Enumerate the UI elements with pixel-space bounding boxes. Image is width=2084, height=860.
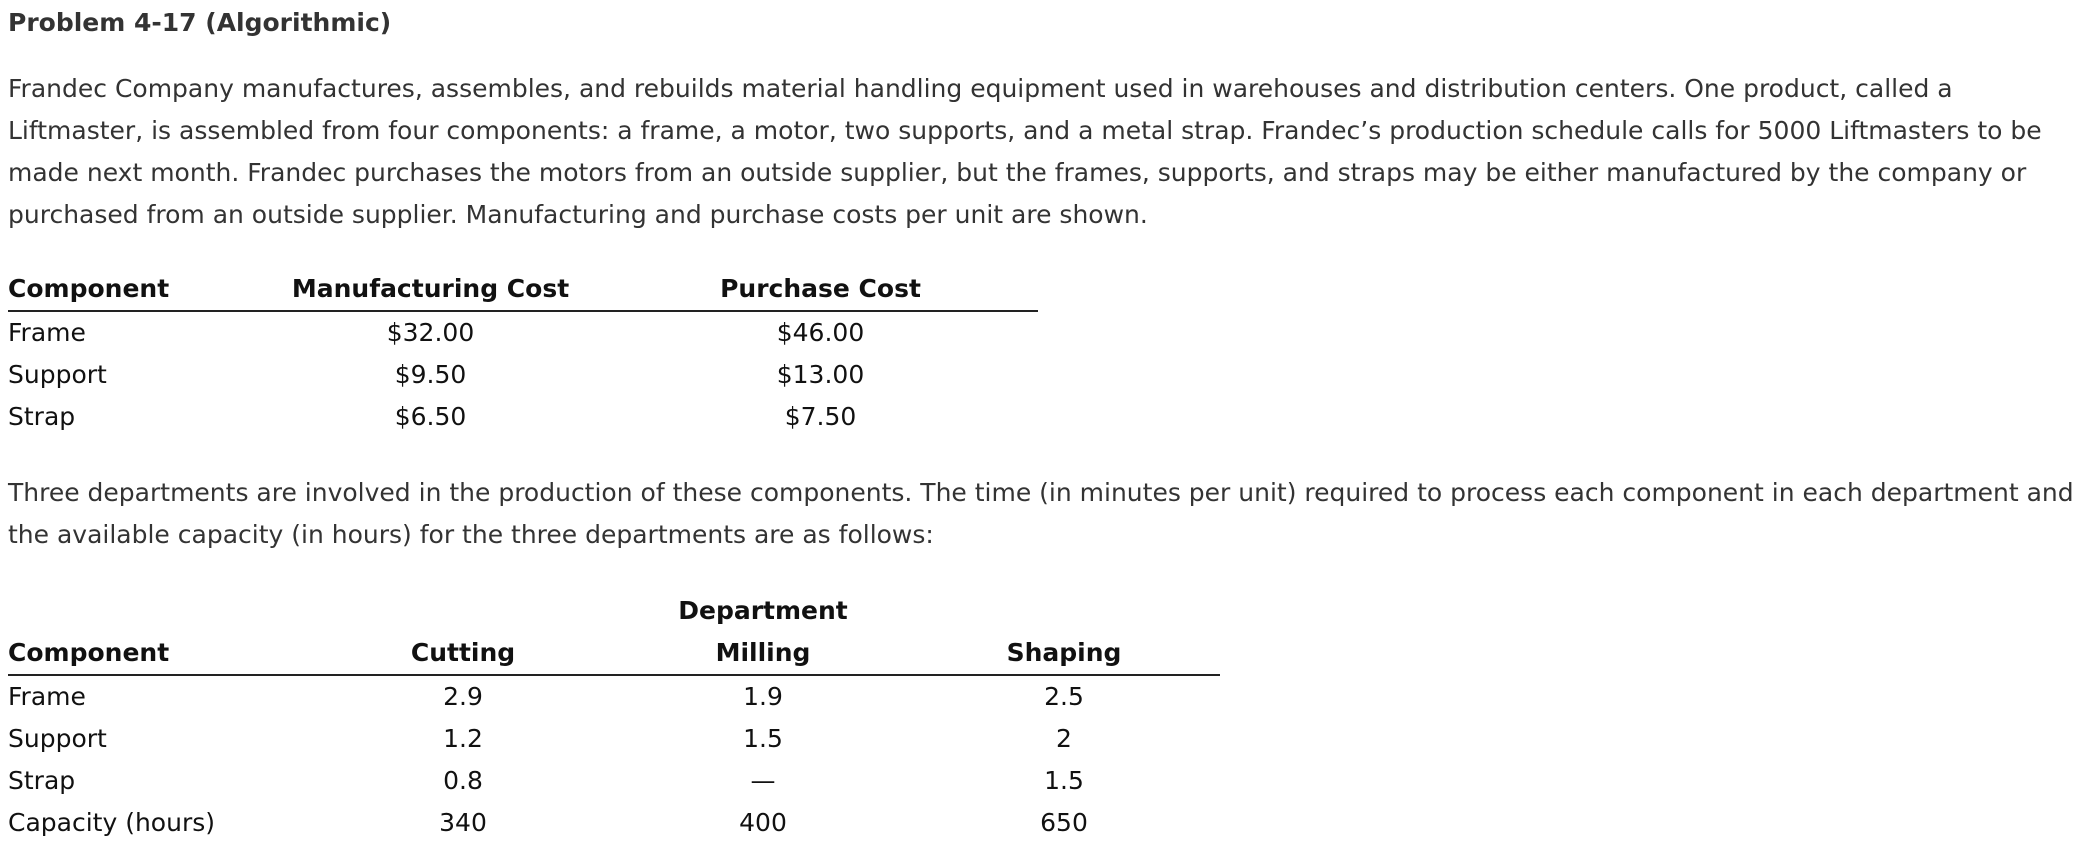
time-table-header-row	[8, 632, 1220, 675]
cost-cell-manufacturing: $6.50	[394, 402, 467, 431]
time-table	[8, 590, 1220, 844]
capacity-label: Capacity (hours)	[8, 808, 215, 837]
table-row	[8, 354, 1038, 396]
time-cell-shaping: 1.5	[1044, 766, 1084, 795]
cost-cell-component: Support	[8, 360, 107, 389]
time-cell-milling: 1.9	[743, 682, 783, 711]
cost-cell-component: Strap	[8, 402, 76, 431]
cost-table-header-row	[8, 268, 1038, 311]
cost-header-purchase: Purchase Cost	[603, 268, 1038, 311]
departments-paragraph: Three departments are involved in the production of these components. The time (in minutes per unit) required to process each component in each department and the available capacity (in hours) for the three departments are as follows:	[8, 478, 2074, 549]
cost-cell-purchase: $13.00	[776, 360, 865, 389]
cost-cell-purchase: $7.50	[784, 402, 857, 431]
time-header-component: Component	[8, 632, 308, 675]
cost-cell-manufacturing: $32.00	[386, 318, 475, 347]
time-header-cutting: Cutting	[308, 632, 618, 675]
table-row	[8, 760, 1220, 802]
table-row	[8, 396, 1038, 438]
group-header-spacer	[8, 590, 308, 632]
time-cell-shaping: 2	[1056, 724, 1072, 753]
time-cell-component: Strap	[8, 766, 76, 795]
cost-cell-purchase: $46.00	[776, 318, 865, 347]
time-cell-component: Support	[8, 724, 107, 753]
cost-header-component: Component	[8, 268, 258, 311]
time-cell-cutting: 1.2	[443, 724, 483, 753]
time-header-shaping: Shaping	[908, 632, 1220, 675]
cost-header-manufacturing: Manufacturing Cost	[258, 268, 603, 311]
capacity-shaping: 650	[1040, 808, 1088, 837]
capacity-cutting: 340	[439, 808, 487, 837]
capacity-row	[8, 802, 1220, 844]
table-row	[8, 675, 1220, 718]
cost-table	[8, 268, 1038, 438]
problem-title: Problem 4-17 (Algorithmic)	[8, 8, 392, 37]
time-cell-milling: —	[750, 766, 776, 795]
intro-paragraph: Frandec Company manufactures, assembles, and rebuilds material handling equipment used in warehouses and distribution centers. One product, called a Liftmaster, is assembled from four components: a frame, a motor, two supports, and a metal strap. Frandec’s production schedule calls for 5000 Liftmasters to be made next month. Frandec purchases the motors from an outside supplier, but the frames, supports, and straps may be either manufactured by the company or purchased from an outside supplier. Manufacturing and purchase costs per unit are shown.	[8, 74, 2042, 229]
time-cell-cutting: 0.8	[443, 766, 483, 795]
time-header-milling: Milling	[618, 632, 908, 675]
time-cell-cutting: 2.9	[443, 682, 483, 711]
time-cell-milling: 1.5	[743, 724, 783, 753]
group-header-spacer	[308, 590, 618, 632]
cost-cell-component: Frame	[8, 318, 86, 347]
cost-cell-manufacturing: $9.50	[394, 360, 467, 389]
capacity-milling: 400	[739, 808, 787, 837]
table-row	[8, 718, 1220, 760]
department-group-header: Department	[678, 596, 848, 625]
group-header-spacer	[908, 590, 1220, 632]
time-cell-shaping: 2.5	[1044, 682, 1084, 711]
time-table-group-row	[8, 590, 1220, 632]
time-cell-component: Frame	[8, 682, 86, 711]
table-row	[8, 311, 1038, 354]
